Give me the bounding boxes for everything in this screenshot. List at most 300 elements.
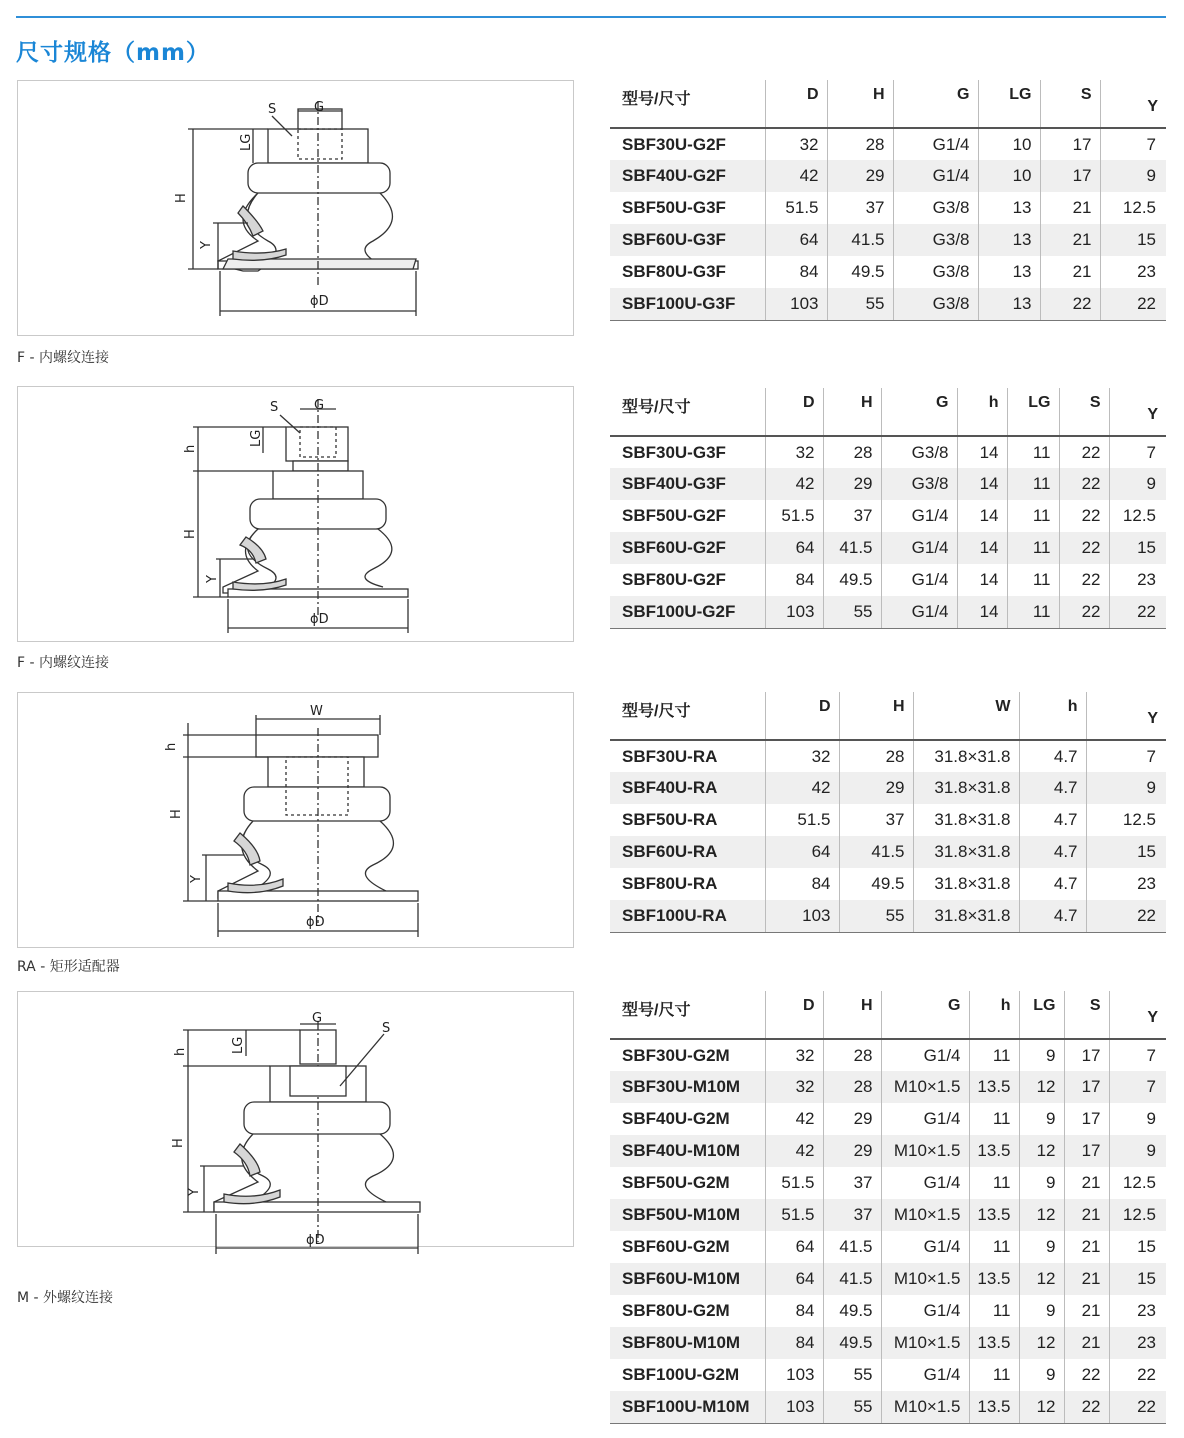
figure-1-drawing [17, 80, 574, 336]
table-row [610, 1263, 1166, 1295]
value-cell: 17 [1064, 1071, 1109, 1103]
model-cell: SBF30U-G3F [610, 436, 765, 468]
value-cell: 55 [839, 900, 913, 932]
header-cell: LG [1007, 388, 1059, 436]
value-cell: 32 [765, 436, 823, 468]
value-cell: 17 [1064, 1135, 1109, 1167]
value-cell: 64 [765, 224, 827, 256]
value-cell: 31.8×31.8 [913, 772, 1019, 804]
value-cell: 41.5 [823, 532, 881, 564]
spec-table-1 [610, 80, 1166, 321]
value-cell: 10 [978, 160, 1040, 192]
model-cell: SBF80U-M10M [610, 1327, 765, 1359]
value-cell: 21 [1064, 1327, 1109, 1359]
value-cell: 9 [1086, 772, 1166, 804]
model-cell: SBF30U-G2F [610, 128, 765, 160]
value-cell: 13 [978, 192, 1040, 224]
model-cell: SBF40U-G2M [610, 1103, 765, 1135]
value-cell: 42 [765, 1103, 823, 1135]
value-cell: 49.5 [827, 256, 893, 288]
header-cell: H [827, 80, 893, 128]
value-cell: G1/4 [893, 128, 978, 160]
table-row [610, 1135, 1166, 1167]
header-cell: Y [1100, 80, 1166, 128]
header-cell: Y [1109, 991, 1166, 1039]
value-cell: 7 [1146, 1045, 1156, 1065]
model-cell: SBF50U-G2F [610, 500, 765, 532]
header-cell: H [839, 692, 913, 740]
value-cell: 12 [1019, 1391, 1064, 1423]
value-cell: 7 [1146, 442, 1156, 462]
figure-2-caption: F - 内螺纹连接 [17, 655, 110, 671]
fig4-d-label: ϕD [306, 1233, 325, 1248]
value-cell: 12 [1019, 1327, 1064, 1359]
table-row [610, 436, 1166, 468]
model-cell: SBF40U-G3F [610, 468, 765, 500]
value-cell: 22 [1064, 1391, 1109, 1423]
table-row [610, 160, 1166, 192]
value-cell: 22 [1059, 436, 1109, 468]
value-cell: 22 [1109, 596, 1166, 628]
value-cell: 13.5 [969, 1263, 1019, 1295]
value-cell: M10×1.5 [881, 1327, 969, 1359]
model-cell: SBF100U-G3F [610, 288, 765, 320]
value-cell: 13.5 [969, 1135, 1019, 1167]
value-cell: G1/4 [881, 564, 957, 596]
value-cell: 11 [1007, 436, 1059, 468]
value-cell: G3/8 [881, 468, 957, 500]
table-row [610, 1327, 1166, 1359]
table-row [610, 1391, 1166, 1423]
value-cell: M10×1.5 [881, 1263, 969, 1295]
model-cell: SBF60U-M10M [610, 1263, 765, 1295]
header-cell: 型号/尺寸 [610, 388, 765, 436]
value-cell: 51.5 [765, 1167, 823, 1199]
value-cell: 14 [957, 436, 1007, 468]
value-cell: 11 [1007, 468, 1059, 500]
value-cell: 42 [765, 160, 827, 192]
fig3-y-label: Y [189, 875, 204, 883]
fig2-h-label: H [183, 529, 198, 539]
table-row [610, 772, 1166, 804]
value-cell: 21 [1040, 224, 1100, 256]
figure-3-caption: RA - 矩形适配器 [17, 959, 120, 975]
value-cell: 14 [957, 564, 1007, 596]
value-cell: 103 [765, 1391, 823, 1423]
fig2-d-label: ϕD [310, 612, 329, 627]
header-cell: G [881, 388, 957, 436]
value-cell: 9 [1019, 1231, 1064, 1263]
value-cell: 49.5 [823, 1327, 881, 1359]
header-cell: S [1040, 80, 1100, 128]
fig1-y-label: Y [199, 241, 214, 249]
value-cell: 23 [1137, 874, 1156, 893]
table-row [610, 596, 1166, 628]
table-row [610, 468, 1166, 500]
figure-1-caption: F - 内螺纹连接 [17, 350, 110, 366]
value-cell: 32 [765, 1039, 823, 1071]
value-cell: 9 [1019, 1039, 1064, 1071]
header-cell: D [765, 991, 823, 1039]
model-cell: SBF60U-G2F [610, 532, 765, 564]
header-cell: W [913, 692, 1019, 740]
table-row [610, 256, 1166, 288]
value-cell: 103 [765, 900, 839, 932]
header-cell: h [957, 388, 1007, 436]
value-cell: 12.5 [1109, 1199, 1166, 1231]
value-cell: 55 [823, 1391, 881, 1423]
value-cell: 22 [1086, 900, 1166, 932]
table-row [610, 900, 1166, 932]
value-cell: 31.8×31.8 [913, 804, 1019, 836]
table-row [610, 1103, 1166, 1135]
value-cell: G3/8 [893, 288, 978, 320]
value-cell: 15 [1137, 1237, 1156, 1256]
value-cell: 15 [1086, 836, 1166, 868]
value-cell: 28 [823, 1039, 881, 1071]
value-cell: 42 [765, 468, 823, 500]
value-cell: 13.5 [969, 1391, 1019, 1423]
table-row [610, 868, 1166, 900]
model-cell: SBF80U-G3F [610, 256, 765, 288]
value-cell: 28 [827, 128, 893, 160]
value-cell: G3/8 [893, 256, 978, 288]
model-cell: SBF30U-RA [610, 740, 765, 772]
value-cell: 11 [969, 1295, 1019, 1327]
value-cell: G3/8 [893, 224, 978, 256]
header-cell: LG [1019, 991, 1064, 1039]
header-cell: Y [1086, 692, 1166, 740]
table-row [610, 192, 1166, 224]
value-cell: G1/4 [881, 500, 957, 532]
value-cell: 84 [765, 868, 839, 900]
value-cell: 11 [969, 1231, 1019, 1263]
value-cell: 15 [1100, 224, 1166, 256]
value-cell: 22 [1059, 468, 1109, 500]
value-cell: 28 [839, 740, 913, 772]
table-row [610, 804, 1166, 836]
value-cell: G1/4 [893, 160, 978, 192]
value-cell: 11 [969, 1103, 1019, 1135]
value-cell: 12.5 [1122, 810, 1156, 829]
value-cell: 12 [1019, 1071, 1064, 1103]
value-cell: 4.7 [1019, 740, 1086, 772]
table-row [610, 500, 1166, 532]
value-cell: 29 [823, 1103, 881, 1135]
value-cell: 11 [969, 1039, 1019, 1071]
value-cell: 4.7 [1019, 772, 1086, 804]
value-cell: 37 [839, 804, 913, 836]
value-cell: 4.7 [1019, 804, 1086, 836]
header-cell: G [881, 991, 969, 1039]
value-cell: 9 [1019, 1103, 1064, 1135]
value-cell: 22 [1059, 596, 1109, 628]
value-cell: 84 [765, 564, 823, 596]
value-cell: 37 [823, 1167, 881, 1199]
value-cell: 4.7 [1019, 836, 1086, 868]
value-cell: 13.5 [969, 1071, 1019, 1103]
value-cell: G1/4 [881, 1295, 969, 1327]
table-row [610, 128, 1166, 160]
value-cell: 13.5 [969, 1327, 1019, 1359]
model-cell: SBF40U-RA [610, 772, 765, 804]
model-cell: SBF60U-G3F [610, 224, 765, 256]
value-cell: 9 [1019, 1295, 1064, 1327]
value-cell: 9 [1019, 1359, 1064, 1391]
fig1-g-label: G [314, 100, 325, 115]
value-cell: 29 [827, 160, 893, 192]
header-cell: G [893, 80, 978, 128]
value-cell: 21 [1064, 1263, 1109, 1295]
value-cell: 21 [1064, 1231, 1109, 1263]
value-cell: 31.8×31.8 [913, 868, 1019, 900]
value-cell: 12 [1019, 1263, 1064, 1295]
value-cell: 103 [765, 1359, 823, 1391]
value-cell: 41.5 [839, 836, 913, 868]
value-cell: 9 [1100, 160, 1166, 192]
fig4-lg-label: LG [231, 1036, 246, 1054]
value-cell: 21 [1040, 192, 1100, 224]
model-cell: SBF60U-G2M [610, 1231, 765, 1263]
value-cell: 23 [1137, 1301, 1156, 1320]
model-cell: SBF80U-G2F [610, 564, 765, 596]
header-cell: h [1019, 692, 1086, 740]
value-cell: 49.5 [823, 1295, 881, 1327]
value-cell: 9 [1109, 1135, 1166, 1167]
header-cell: D [765, 388, 823, 436]
fig2-s-label: S [270, 400, 279, 415]
table-header-row [610, 80, 1166, 128]
value-cell: 22 [1059, 564, 1109, 596]
section-title: 尺寸规格（mm） [16, 40, 210, 66]
value-cell: 29 [823, 1135, 881, 1167]
model-cell: SBF50U-G3F [610, 192, 765, 224]
value-cell: 49.5 [823, 564, 881, 596]
figure-3-drawing [17, 692, 574, 948]
header-cell: S [1064, 991, 1109, 1039]
table-row [610, 224, 1166, 256]
value-cell: 12.5 [1122, 198, 1156, 217]
value-cell: 7 [1109, 1071, 1166, 1103]
table-row [610, 1231, 1166, 1263]
value-cell: G3/8 [893, 192, 978, 224]
value-cell: 42 [765, 1135, 823, 1167]
table-header-row [610, 388, 1166, 436]
fig1-h-label: H [174, 193, 189, 203]
value-cell: 22 [1109, 1391, 1166, 1423]
value-cell: 31.8×31.8 [913, 740, 1019, 772]
value-cell: 32 [765, 740, 839, 772]
value-cell: 55 [827, 288, 893, 320]
value-cell: 37 [827, 192, 893, 224]
fig3-d-label: ϕD [306, 915, 325, 930]
header-cell: D [765, 80, 827, 128]
header-cell: h [969, 991, 1019, 1039]
value-cell: G1/4 [881, 1231, 969, 1263]
value-cell: 84 [765, 256, 827, 288]
value-cell: 14 [957, 500, 1007, 532]
header-cell: LG [978, 80, 1040, 128]
value-cell: 12 [1019, 1199, 1064, 1231]
value-cell: 22 [1040, 288, 1100, 320]
value-cell: 21 [1064, 1199, 1109, 1231]
value-cell: 64 [765, 1231, 823, 1263]
value-cell: 22 [1100, 288, 1166, 320]
value-cell: G1/4 [881, 596, 957, 628]
value-cell: 41.5 [823, 1263, 881, 1295]
fig4-y-label: Y [187, 1188, 202, 1196]
table-header-row [610, 991, 1166, 1039]
header-cell: 型号/尺寸 [610, 692, 765, 740]
value-cell: 14 [957, 596, 1007, 628]
value-cell: 4.7 [1019, 868, 1086, 900]
value-cell: 84 [765, 1327, 823, 1359]
model-cell: SBF30U-G2M [610, 1039, 765, 1071]
value-cell: 22 [1064, 1359, 1109, 1391]
value-cell: 11 [1007, 500, 1059, 532]
fig4-s-label: S [382, 1021, 391, 1036]
value-cell: 14 [957, 468, 1007, 500]
fig4-g-label: G [312, 1011, 323, 1026]
fig1-d-label: ϕD [310, 294, 329, 309]
value-cell: 11 [1007, 596, 1059, 628]
value-cell: 11 [1007, 564, 1059, 596]
value-cell: 12.5 [1122, 1173, 1156, 1192]
value-cell: 28 [823, 1071, 881, 1103]
value-cell: 21 [1064, 1295, 1109, 1327]
table-row [610, 1295, 1166, 1327]
table-row [610, 1039, 1166, 1071]
value-cell: 103 [765, 288, 827, 320]
value-cell: 10 [978, 128, 1040, 160]
value-cell: 17 [1040, 160, 1100, 192]
table-row [610, 740, 1166, 772]
value-cell: 13 [978, 256, 1040, 288]
value-cell: 64 [765, 1263, 823, 1295]
value-cell: 21 [1040, 256, 1100, 288]
value-cell: 12 [1019, 1135, 1064, 1167]
value-cell: 15 [1109, 1263, 1166, 1295]
value-cell: 4.7 [1019, 900, 1086, 932]
model-cell: SBF100U-G2F [610, 596, 765, 628]
value-cell: 51.5 [765, 500, 823, 532]
header-cell: 型号/尺寸 [610, 80, 765, 128]
value-cell: 51.5 [765, 1199, 823, 1231]
table-row [610, 1359, 1166, 1391]
fig2-hh-label: h [183, 444, 198, 453]
value-cell: G1/4 [881, 1167, 969, 1199]
value-cell: 12.5 [1122, 506, 1156, 525]
fig2-g-label: G [314, 398, 325, 413]
value-cell: 13 [978, 224, 1040, 256]
value-cell: 15 [1109, 532, 1166, 564]
spec-table-2 [610, 388, 1166, 629]
value-cell: 64 [765, 836, 839, 868]
value-cell: 37 [823, 500, 881, 532]
value-cell: 14 [957, 532, 1007, 564]
model-cell: SBF50U-M10M [610, 1199, 765, 1231]
fig3-hh-label: h [164, 742, 179, 751]
value-cell: 51.5 [765, 804, 839, 836]
value-cell: 17 [1064, 1103, 1109, 1135]
model-cell: SBF100U-G2M [610, 1359, 765, 1391]
value-cell: 23 [1137, 570, 1156, 589]
value-cell: 55 [823, 1359, 881, 1391]
header-cell: H [823, 991, 881, 1039]
header-cell: Y [1109, 388, 1166, 436]
header-cell: S [1059, 388, 1109, 436]
value-cell: 42 [765, 772, 839, 804]
value-cell: 21 [1064, 1167, 1109, 1199]
value-cell: 41.5 [827, 224, 893, 256]
table-row [610, 836, 1166, 868]
value-cell: 22 [1059, 500, 1109, 532]
figure-2-drawing [17, 386, 574, 642]
model-cell: SBF50U-G2M [610, 1167, 765, 1199]
table-row [610, 532, 1166, 564]
value-cell: 11 [969, 1359, 1019, 1391]
model-cell: SBF30U-M10M [610, 1071, 765, 1103]
top-rule [16, 16, 1166, 18]
value-cell: M10×1.5 [881, 1135, 969, 1167]
fig1-s-label: S [268, 102, 277, 117]
value-cell: 29 [839, 772, 913, 804]
fig1-lg-label: LG [239, 133, 254, 151]
value-cell: 23 [1109, 1327, 1166, 1359]
figure-4-caption: M - 外螺纹连接 [17, 1290, 114, 1306]
value-cell: 7 [1146, 134, 1156, 154]
value-cell: G1/4 [881, 1103, 969, 1135]
table-row [610, 564, 1166, 596]
value-cell: 31.8×31.8 [913, 836, 1019, 868]
value-cell: 41.5 [823, 1231, 881, 1263]
model-cell: SBF40U-G2F [610, 160, 765, 192]
table-row [610, 288, 1166, 320]
fig2-y-label: Y [205, 575, 220, 583]
value-cell: 17 [1064, 1039, 1109, 1071]
fig4-hh-label: h [173, 1047, 188, 1056]
table-row [610, 1071, 1166, 1103]
value-cell: 51.5 [765, 192, 827, 224]
fig3-w-label: W [310, 704, 323, 719]
model-cell: SBF50U-RA [610, 804, 765, 836]
value-cell: 7 [1146, 746, 1156, 766]
value-cell: 9 [1146, 1109, 1156, 1128]
value-cell: 37 [823, 1199, 881, 1231]
fig3-h-label: H [169, 809, 184, 819]
value-cell: 9 [1019, 1167, 1064, 1199]
value-cell: 11 [1007, 532, 1059, 564]
header-cell: D [765, 692, 839, 740]
value-cell: 32 [765, 128, 827, 160]
fig4-h-label: H [171, 1138, 186, 1148]
spec-table-4 [610, 991, 1166, 1424]
value-cell: G1/4 [881, 1359, 969, 1391]
value-cell: 28 [823, 436, 881, 468]
value-cell: 22 [1059, 532, 1109, 564]
value-cell: G1/4 [881, 1039, 969, 1071]
model-cell: SBF100U-M10M [610, 1391, 765, 1423]
value-cell: 32 [765, 1071, 823, 1103]
value-cell: G1/4 [881, 532, 957, 564]
value-cell: 103 [765, 596, 823, 628]
value-cell: 23 [1137, 262, 1156, 281]
model-cell: SBF80U-RA [610, 868, 765, 900]
figure-4-drawing [17, 991, 574, 1247]
value-cell: 13 [978, 288, 1040, 320]
table-row [610, 1167, 1166, 1199]
value-cell: 13.5 [969, 1199, 1019, 1231]
